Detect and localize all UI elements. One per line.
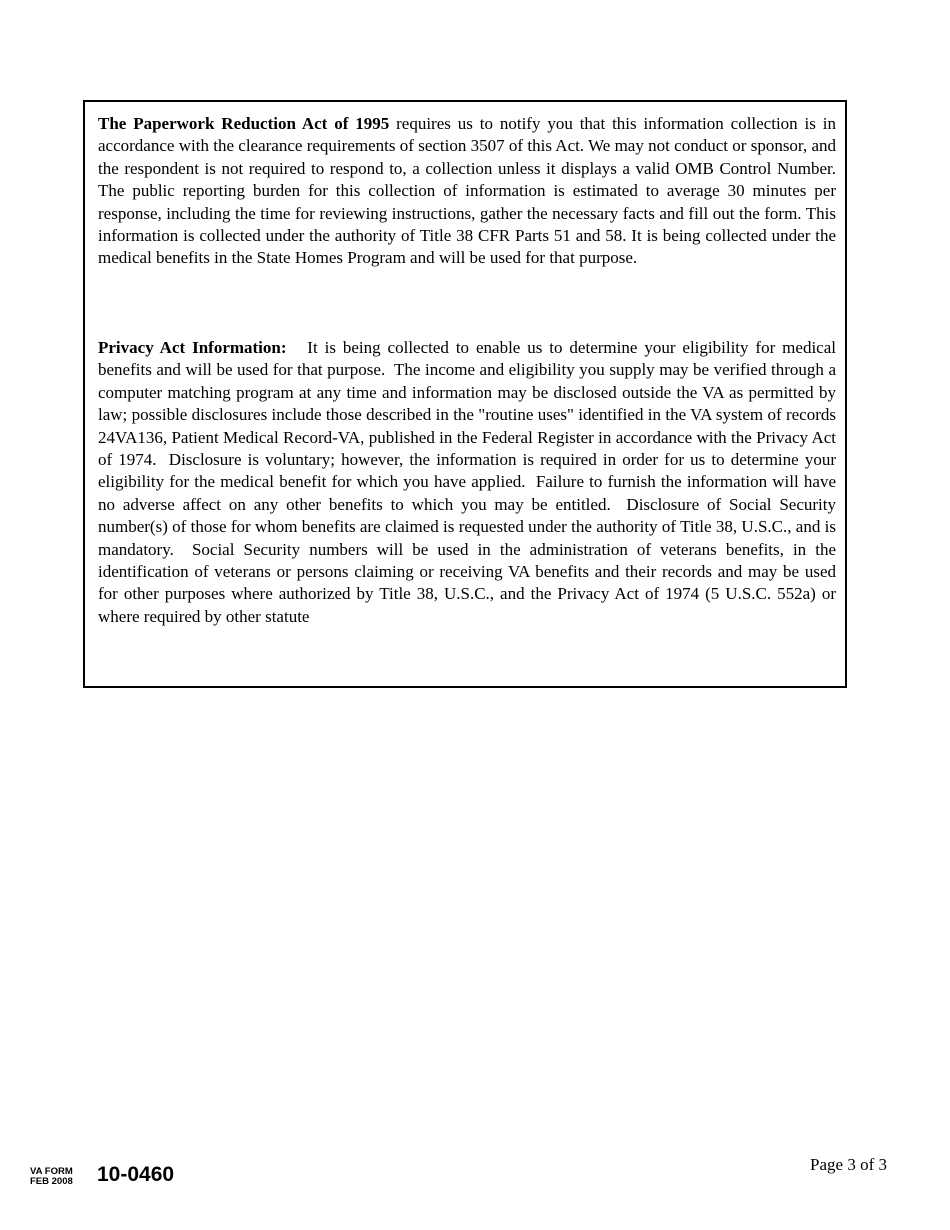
page-number: Page 3 of 3 — [810, 1155, 887, 1174]
paperwork-reduction-text: requires us to notify you that this information collection is in accordance with the clearance requirements of section 3507 of this Act. We may not conduct or sponsor, and the respondent is not required to respond to, a collection unless it displays a valid OMB Control Number. The public reporting burden for this collection of information is estimated to average 30 minutes per response, including the time for reviewing instructions, gather the necessary facts and fill out the form. This information is collected under the authority of Title 38 CFR Parts 51 and 58. It is being collected under the medical benefits in the State Homes Program and will be used for that purpose. — [98, 114, 836, 268]
privacy-act-heading: Privacy Act Information: — [98, 338, 287, 357]
paperwork-reduction-heading: The Paperwork Reduction Act of 1995 — [98, 114, 390, 133]
notice-box — [83, 100, 847, 688]
form-number: 10-0460 — [97, 1163, 175, 1186]
privacy-act-text: It is being collected to enable us to determine your eligibility for medical benefits and will be used for that purpose. The income and eligibility you supply may be verified through a computer matching program at any time and information may be disclosed outside the VA as permitted by law; possible disclosures include those described in the "routine uses" identified in the VA system of records 24VA136, Patient Medical Record-VA, published in the Federal Register in accordance with the Privacy Act of 1974. Disclosure is voluntary; however, the information is required in order for us to determine your eligibility for the medical benefit for which you have applied. Failure to furnish the information will have no adverse affect on any other benefits to which you may be entitled. Disclosure of Social Security number(s) of those for whom benefits are claimed is requested under the authority of Title 38, U.S.C., and is mandatory. Social Security numbers will be used in the administration of veterans benefits, in the identification of veterans or persons claiming or receiving VA benefits and their records and may be used for other purposes where authorized by Title 38, U.S.C., and the Privacy Act of 1974 (5 U.S.C. 552a) or where required by other statute — [98, 338, 841, 626]
privacy-act-notice — [98, 337, 841, 628]
paperwork-reduction-notice — [98, 113, 836, 270]
form-label-type: VA FORM — [30, 1166, 73, 1177]
form-label — [30, 1167, 73, 1186]
form-label-date: FEB 2008 — [30, 1175, 73, 1187]
